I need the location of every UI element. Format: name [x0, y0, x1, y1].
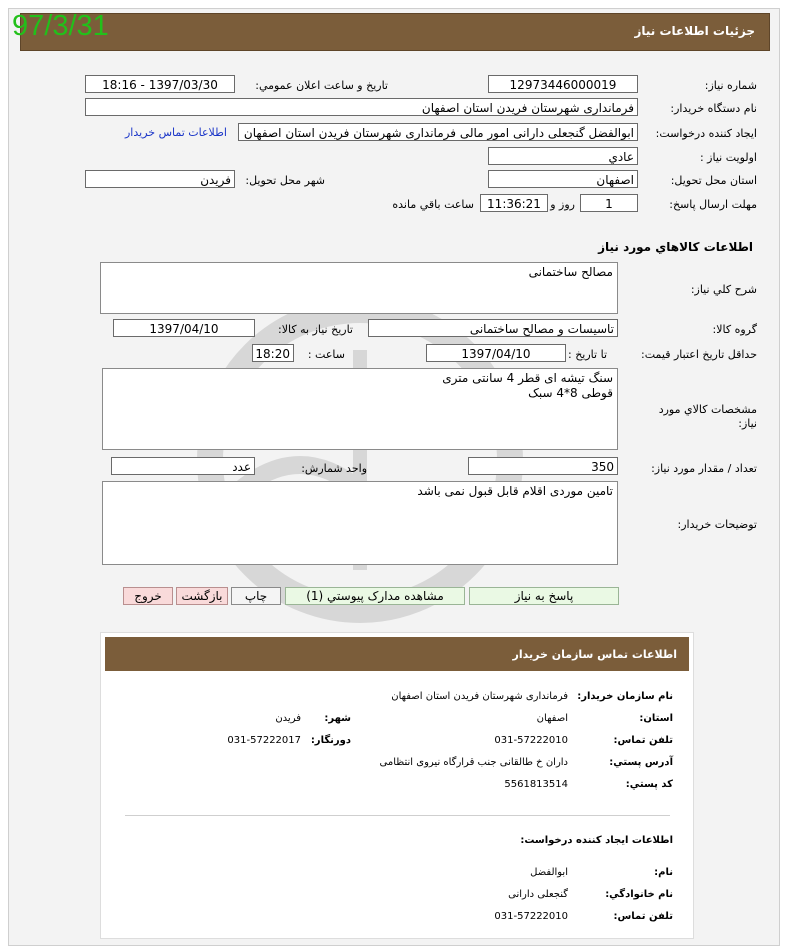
- creator-phone-label: تلفن تماس:: [613, 911, 673, 922]
- need-date-field: 1397/04/10: [113, 319, 255, 337]
- contact-province-label: استان:: [639, 713, 673, 724]
- org-label: نام سازمان خريدار:: [577, 691, 673, 702]
- deadline-label: مهلت ارسال پاسخ:: [669, 198, 757, 211]
- need-number-label: شماره نياز:: [704, 79, 757, 92]
- date-stamp: 97/3/31: [12, 10, 109, 42]
- group-field: تاسیسات و مصالح ساختمانی: [368, 319, 618, 337]
- summary-label: شرح کلي نياز:: [690, 283, 757, 296]
- back-button[interactable]: بازگشت: [176, 587, 228, 605]
- family-value: گنجعلی دارانی: [508, 889, 568, 900]
- desc-field: تامین موردی اقلام قابل قبول نمی باشد: [102, 481, 618, 565]
- announce-field: 1397/03/30 - 18:16: [85, 75, 235, 93]
- creator-phone-value: 031-57222010: [494, 911, 568, 922]
- group-label: گروه کالا:: [712, 323, 757, 336]
- unit-field: عدد: [111, 457, 255, 475]
- deadline-time-field: 11:36:21: [480, 194, 548, 212]
- postal-label: کد پستي:: [625, 779, 673, 790]
- province-label: استان محل تحويل:: [670, 174, 757, 187]
- buyer-contact-link[interactable]: اطلاعات تماس خريدار: [125, 126, 227, 139]
- page-title: جزئيات اطلاعات نياز: [634, 24, 755, 38]
- contact-city-value: فریدن: [275, 713, 301, 724]
- page-header: [20, 13, 770, 51]
- specs-label: مشخصات کالاي مورد نياز:: [658, 403, 757, 430]
- creator-field: ابوالفضل گنجعلی دارانی امور مالی فرمانداری شهرستان فریدن استان اصفهان: [238, 123, 638, 141]
- specs-field: سنگ تیشه ای قطر 4 سانتی متری قوطی 8*4 سبک: [102, 368, 618, 450]
- qty-field: 350: [468, 457, 618, 475]
- need-date-label: تاريخ نياز به کالا:: [278, 323, 353, 336]
- remaining-word: ساعت باقي مانده: [392, 198, 474, 211]
- announce-label: تاريخ و ساعت اعلان عمومي:: [255, 79, 388, 92]
- time-field: 18:20: [252, 344, 294, 362]
- name-label: نام:: [654, 867, 673, 878]
- goods-section-title: اطلاعات کالاهاي مورد نياز: [598, 240, 753, 254]
- org-value: فرمانداری شهرستان فریدن استان اصفهان: [391, 691, 568, 702]
- fax-label: دورنگار:: [310, 735, 351, 746]
- province-field: اصفهان: [488, 170, 638, 188]
- postal-value: 5561813514: [504, 779, 568, 790]
- name-value: ابوالفضل: [530, 867, 568, 878]
- min-price-label: حداقل تاريخ اعتبار قيمت:: [641, 348, 757, 361]
- desc-label: توضيحات خريدار:: [677, 518, 757, 531]
- reply-button[interactable]: پاسخ به نياز: [469, 587, 619, 605]
- fax-value: 031-57222017: [227, 735, 301, 746]
- time-label: ساعت :: [307, 348, 345, 361]
- city-label: شهر محل تحويل:: [245, 174, 325, 187]
- print-button[interactable]: چاپ: [231, 587, 281, 605]
- days-word: روز و: [550, 198, 575, 211]
- address-value: داران خ طالقانی جنب قرارگاه نیروی انتظامی: [379, 757, 568, 768]
- priority-field: عادي: [488, 147, 638, 165]
- city-field: فریدن: [85, 170, 235, 188]
- buyer-org-label: نام دستگاه خريدار:: [670, 102, 757, 115]
- contact-phone-label: تلفن تماس:: [613, 735, 673, 746]
- buyer-contact-panel: [100, 632, 694, 939]
- unit-label: واحد شمارش:: [301, 462, 367, 475]
- contact-province-value: اصفهان: [536, 713, 568, 724]
- exit-button[interactable]: خروج: [123, 587, 173, 605]
- need-number-field: 12973446000019: [488, 75, 638, 93]
- contact-phone-value: 031-57222010: [494, 735, 568, 746]
- family-label: نام خانوادگي:: [605, 889, 673, 900]
- deadline-days-field: 1: [580, 194, 638, 212]
- priority-label: اولويت نياز :: [699, 151, 757, 164]
- address-label: آدرس پستي:: [609, 757, 673, 768]
- summary-field: مصالح ساختمانی: [100, 262, 618, 314]
- contact-panel-title: اطلاعات تماس سازمان خريدار: [512, 648, 677, 661]
- creator-label: ايجاد کننده درخواست:: [655, 127, 757, 140]
- qty-label: تعداد / مقدار مورد نياز:: [651, 462, 757, 475]
- panel-divider: [125, 815, 670, 816]
- until-label: تا تاريخ :: [568, 348, 607, 361]
- buyer-org-field: فرمانداری شهرستان فریدن استان اصفهان: [85, 98, 638, 116]
- until-date-field: 1397/04/10: [426, 344, 566, 362]
- contact-city-label: شهر:: [324, 713, 351, 724]
- creator-section-title: اطلاعات ايجاد کننده درخواست:: [520, 835, 673, 846]
- contact-panel-header: [105, 637, 689, 671]
- attachments-button[interactable]: مشاهده مدارک پيوستي (1): [285, 587, 465, 605]
